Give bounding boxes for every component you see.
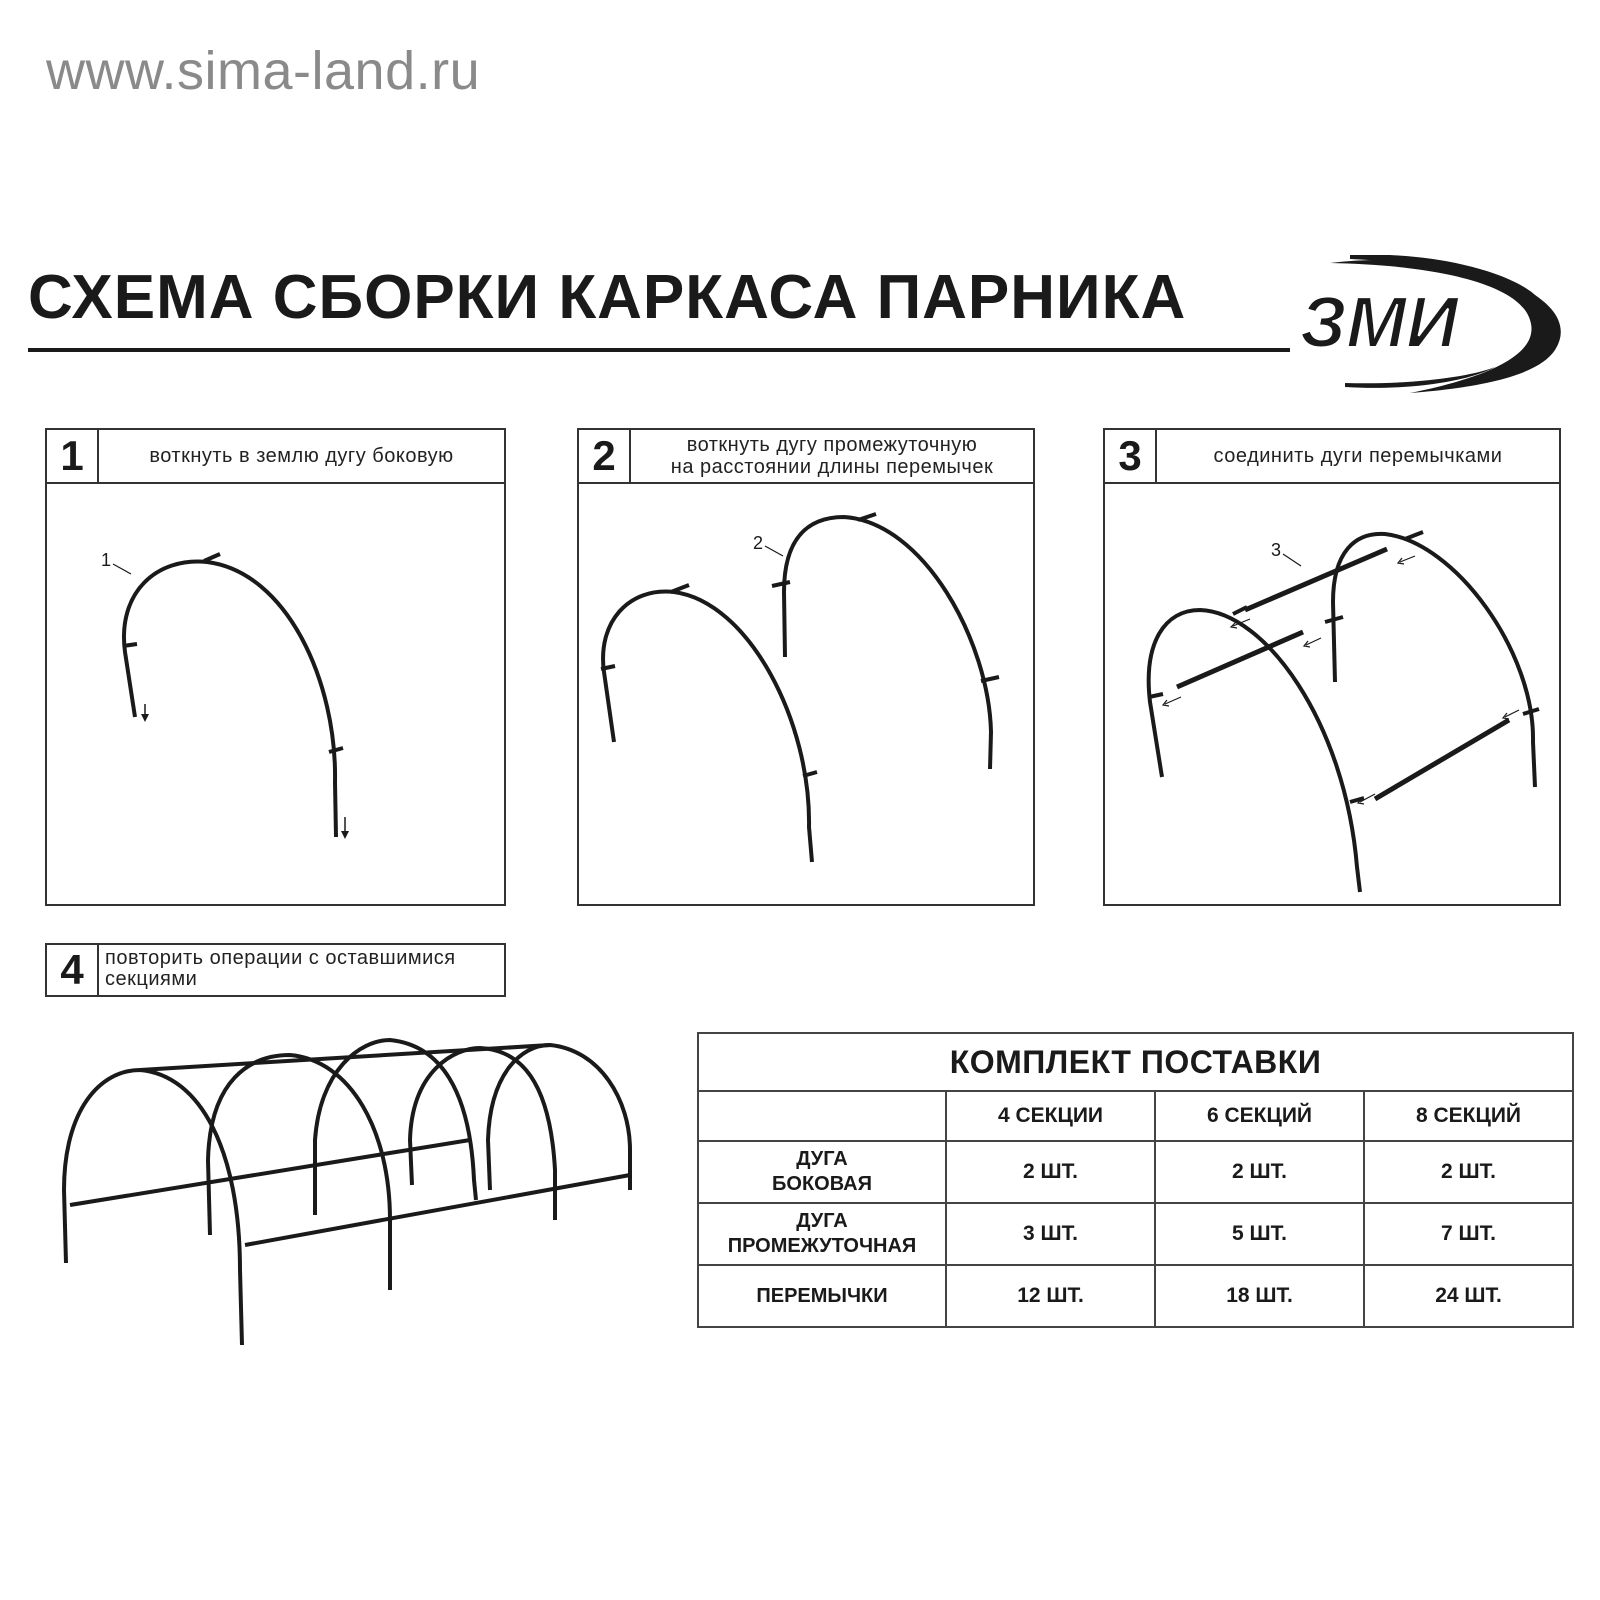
step-number: 3 xyxy=(1105,430,1157,482)
kit-table-title: КОМПЛЕКТ ПОСТАВКИ xyxy=(698,1033,1573,1091)
table-header-cell: 6 СЕКЦИЙ xyxy=(1155,1091,1364,1141)
table-cell: 18 ШТ. xyxy=(1155,1265,1364,1327)
step-instruction-line: воткнуть дугу промежуточную xyxy=(686,434,978,456)
zmi-logo xyxy=(1290,255,1570,395)
table-row xyxy=(698,1265,1573,1327)
step-2-illustration xyxy=(579,482,1033,906)
table-cell: 2 ШТ. xyxy=(946,1141,1155,1203)
step-instruction-line: повторить операции с оставшимися xyxy=(105,947,456,969)
table-cell: 7 ШТ. xyxy=(1364,1203,1573,1265)
step-instruction-line: на расстоянии длины перемычек xyxy=(670,456,994,478)
step-2-panel xyxy=(577,428,1035,906)
table-cell: 2 ШТ. xyxy=(1364,1141,1573,1203)
table-row xyxy=(698,1203,1573,1265)
table-cell: 12 ШТ. xyxy=(946,1265,1155,1327)
row-label-line: ДУГА xyxy=(796,1148,848,1170)
row-label-line: ДУГА xyxy=(796,1210,848,1232)
step-instruction xyxy=(99,445,504,467)
logo-text: ЗМИ xyxy=(1300,283,1459,363)
title-divider xyxy=(28,348,1290,352)
row-label xyxy=(698,1203,946,1265)
page-title: СХЕМА СБОРКИ КАРКАСА ПАРНИКА xyxy=(28,263,1187,332)
step-number: 2 xyxy=(579,430,631,482)
table-header-cell: 4 СЕКЦИИ xyxy=(946,1091,1155,1141)
table-header-cell xyxy=(698,1091,946,1141)
step-3-panel xyxy=(1103,428,1561,906)
row-label-line: ПЕРЕМЫЧКИ xyxy=(756,1284,888,1307)
kit-contents-table xyxy=(697,1032,1574,1328)
table-cell: 5 ШТ. xyxy=(1155,1203,1364,1265)
row-label-line: ПРОМЕЖУТОЧНАЯ xyxy=(727,1235,917,1257)
step-2-header xyxy=(579,430,1033,484)
table-header-cell: 8 СЕКЦИЙ xyxy=(1364,1091,1573,1141)
part-label: 2 xyxy=(753,533,764,553)
step-1-header xyxy=(47,430,504,484)
assembled-frame-illustration xyxy=(50,1020,650,1350)
table-row xyxy=(698,1141,1573,1203)
step-instruction-line: соединить дуги перемычками xyxy=(1213,445,1503,467)
step-instruction-line: секциями xyxy=(105,968,198,990)
step-3-illustration xyxy=(1105,482,1559,906)
table-cell: 24 ШТ. xyxy=(1364,1265,1573,1327)
part-label: 1 xyxy=(101,550,112,570)
part-label: 3 xyxy=(1271,540,1282,560)
watermark-url: www.sima-land.ru xyxy=(46,41,481,101)
step-instruction xyxy=(631,434,1033,478)
step-number: 4 xyxy=(47,945,99,995)
row-label xyxy=(698,1141,946,1203)
table-cell: 3 ШТ. xyxy=(946,1203,1155,1265)
step-instruction xyxy=(99,945,504,995)
step-instruction-line: воткнуть в землю дугу боковую xyxy=(149,445,454,467)
step-1-illustration xyxy=(47,482,504,906)
table-cell: 2 ШТ. xyxy=(1155,1141,1364,1203)
row-label-line: БОКОВАЯ xyxy=(772,1173,872,1195)
step-4-header xyxy=(45,943,506,997)
step-1-panel xyxy=(45,428,506,906)
row-label xyxy=(698,1265,946,1327)
step-instruction xyxy=(1157,445,1559,467)
step-number: 1 xyxy=(47,430,99,482)
step-3-header xyxy=(1105,430,1559,484)
